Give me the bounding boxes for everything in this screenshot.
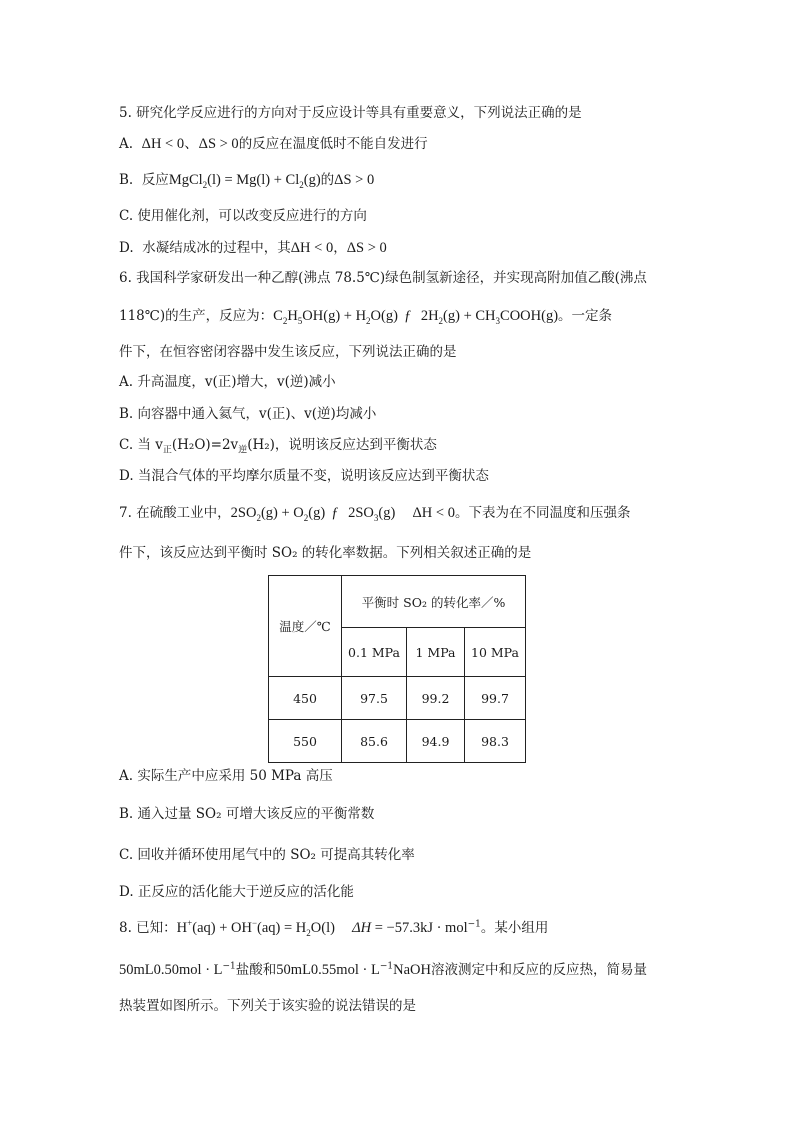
table-cell-temp: 550	[269, 720, 342, 763]
q6-stem-line3: 件下，在恒容密闭容器中发生该反应，下列说法正确的是	[119, 344, 457, 360]
table-cell: 99.2	[407, 677, 465, 720]
table-header-pressure: 0.1 MPa	[342, 628, 407, 677]
q7-option-b: B. 通入过量 SO₂ 可增大该反应的平衡常数	[119, 806, 375, 822]
q8-neutralization-formula: $H^+(aq) + OH^-(aq) = H_2O(l)$	[176, 918, 335, 938]
table-row	[269, 677, 526, 720]
q6-stem-line2: 118℃)的生产，反应为：$C_2H_5OH(g) + H_2O(g)$ ƒ $2H_2(g)$ + $CH_3COOH(g)$。一定条	[119, 308, 613, 326]
table-row	[269, 720, 526, 763]
q8-stem-line2: $50mL0.50mol \cdot L^{-1}$盐酸和$50mL0.55mol \cdot L^{-1}NaOH$溶液测定中和反应的反应热，简易量	[119, 961, 647, 978]
q6-option-c: C. 当 $v_正(H_2O)=2v_逆(H_2)$，说明该反应达到平衡状态	[119, 437, 437, 456]
q6-option-d: D. 当混合气体的平均摩尔质量不变，说明该反应达到平衡状态	[119, 468, 489, 484]
table-cell: 94.9	[407, 720, 465, 763]
table-cell: 99.7	[465, 677, 526, 720]
table-header-temperature: 温度／℃	[269, 576, 342, 677]
table-header-pressure: 1 MPa	[407, 628, 465, 677]
so2-conversion-table	[268, 575, 526, 763]
table-cell-temp: 450	[269, 677, 342, 720]
q5-option-d: D. 水凝结成冰的过程中，其ΔH < 0，ΔS > 0	[119, 240, 387, 256]
q7-stem-line1: 7. 在硫酸工业中，$2SO_2(g) + O_2(g)$ ƒ $2SO_3(g)$ ΔH < 0。下表为在不同温度和压强条	[119, 505, 631, 523]
q8-stem-line1: 8. 已知：$H^+(aq) + OH^-(aq) = H_2O(l)$ ΔH = −57.3kJ · mol$^{-1}$。某小组用	[119, 918, 549, 938]
q6-reaction-formula: $C_2H_5OH(g) + H_2O(g)$ ƒ $2H_2(g)$ + $CH_3COOH(g)$	[273, 308, 559, 326]
table-cell: 98.3	[465, 720, 526, 763]
q5-reaction-formula: MgCl$_2$(l) = $Mg(l) + Cl_2(g)$	[168, 172, 321, 190]
q5-option-b: B. 反应MgCl$_2$(l) = $Mg(l) + Cl_2(g)$的ΔS > 0	[119, 172, 375, 190]
q7-option-a: A. 实际生产中应采用 50 MPa 高压	[119, 768, 333, 784]
q7-option-c: C. 回收并循环使用尾气中的 SO₂ 可提高其转化率	[119, 847, 415, 863]
table-header-conversion: 平衡时 SO₂ 的转化率／%	[342, 576, 526, 628]
q6-stem-line1: 6. 我国科学家研发出一种乙醇(沸点 78.5℃)绿色制氢新途径，并实现高附加值乙酸(沸点	[119, 270, 647, 286]
table-cell: 97.5	[342, 677, 407, 720]
q5-option-c: C. 使用催化剂，可以改变反应进行的方向	[119, 208, 367, 224]
q8-stem-line3: 热装置如图所示。下列关于该实验的说法错误的是	[119, 998, 416, 1014]
table-header-pressure: 10 MPa	[465, 628, 526, 677]
q7-stem-line2: 件下，该反应达到平衡时 SO₂ 的转化率数据。下列相关叙述正确的是	[119, 545, 532, 561]
q6-option-b: B. 向容器中通入氦气，v(正)、v(逆)均减小	[119, 406, 377, 422]
q5-stem: 5. 研究化学反应进行的方向对于反应设计等具有重要意义，下列说法正确的是	[119, 105, 582, 121]
q5-option-a: A. ΔH < 0、ΔS > 0的反应在温度低时不能自发进行	[119, 136, 428, 152]
q6-option-a: A. 升高温度，v(正)增大，v(逆)减小	[119, 374, 336, 390]
q7-option-d: D. 正反应的活化能大于逆反应的活化能	[119, 884, 354, 900]
q7-reaction-formula: $2SO_2(g) + O_2(g)$ ƒ $2SO_3(g)$	[230, 505, 396, 523]
table-cell: 85.6	[342, 720, 407, 763]
